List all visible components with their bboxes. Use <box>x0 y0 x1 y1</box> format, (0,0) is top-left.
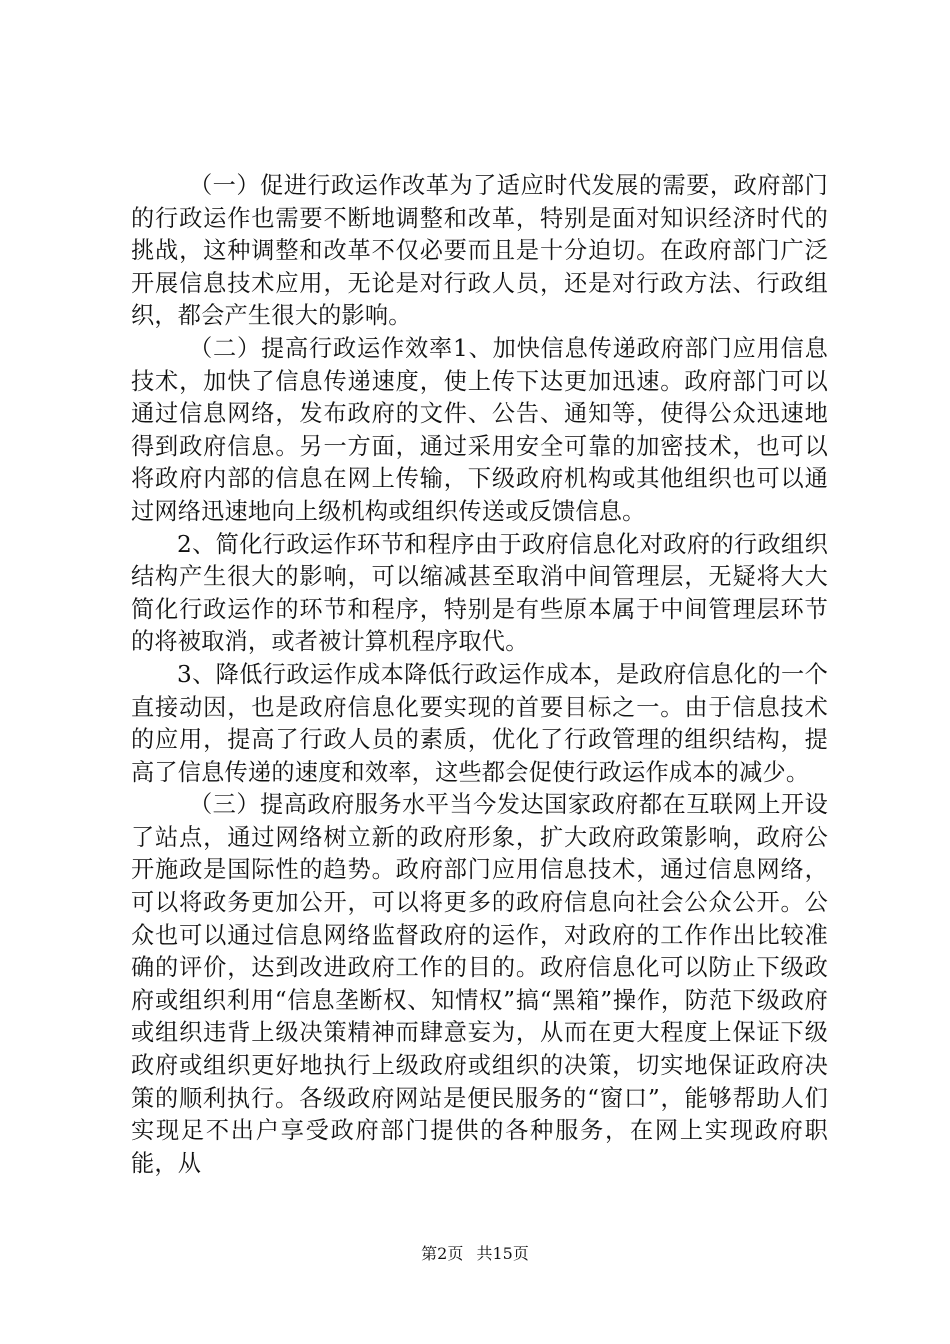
paragraph-section-three: （三）提高政府服务水平当今发达国家政府都在互联网上开设了站点，通过网络树立新的政府形象，扩大政府政策影响，政府公开施政是国际性的趋势。政府部门应用信息技术，通过信息网络，可以将政务更加公开，可以将更多的政府信息向社会公众公开。公众也可以通过信息网络监督政府的运作，对政府的工作作出比较准确的评价，达到改进政府工作的目的。政府信息化可以防止下级政府或组织利用“信息垄断权、知情权”搞“黑箱”操作，防范下级政府或组织违背上级决策精神而肆意妄为，从而在更大程度上保证下级政府或组织更好地执行上级政府或组织的决策，切实地保证政府决策的顺利执行。各级政府网站是便民服务的“窗口”，能够帮助人们实现足不出户享受政府部门提供的各种服务，在网上实现政府职能，从 <box>131 791 828 1177</box>
page-total: 共15页 <box>476 1244 529 1263</box>
page-footer <box>0 1244 950 1264</box>
paragraph-item-two: 2、简化行政运作环节和程序由于政府信息化对政府的行政组织结构产生很大的影响，可以缩减甚至取消中间管理层，无疑将大大简化行政运作的环节和程序，特别是有些原本属于中间管理层环节的将被取消，或者被计算机程序取代。 <box>131 530 828 656</box>
paragraph-section-two: （二）提高行政运作效率1、加快信息传递政府部门应用信息技术，加快了信息传递速度，使上传下达更加迅速。政府部门可以通过信息网络，发布政府的文件、公告、通知等，使得公众迅速地得到政府信息。另一方面，通过采用安全可靠的加密技术，也可以将政府内部的信息在网上传输，下级政府机构或其他组织也可以通过网络迅速地向上级机构或组织传送或反馈信息。 <box>131 334 828 525</box>
page-number: 第2页 <box>421 1244 464 1263</box>
paragraph-item-three: 3、降低行政运作成本降低行政运作成本，是政府信息化的一个直接动因，也是政府信息化要实现的首要目标之一。由于信息技术的应用，提高了行政人员的素质，优化了行政管理的组织结构，提高了信息传递的速度和效率，这些都会促使行政运作成本的减少。 <box>131 660 828 786</box>
document-body <box>131 170 828 1180</box>
paragraph-section-one: （一）促进行政运作改革为了适应时代发展的需要，政府部门的行政运作也需要不断地调整和改革，特别是面对知识经济时代的挑战，这种调整和改革不仅必要而且是十分迫切。在政府部门广泛开展信息技术应用，无论是对行政人员，还是对行政方法、行政组织，都会产生很大的影响。 <box>131 172 828 330</box>
